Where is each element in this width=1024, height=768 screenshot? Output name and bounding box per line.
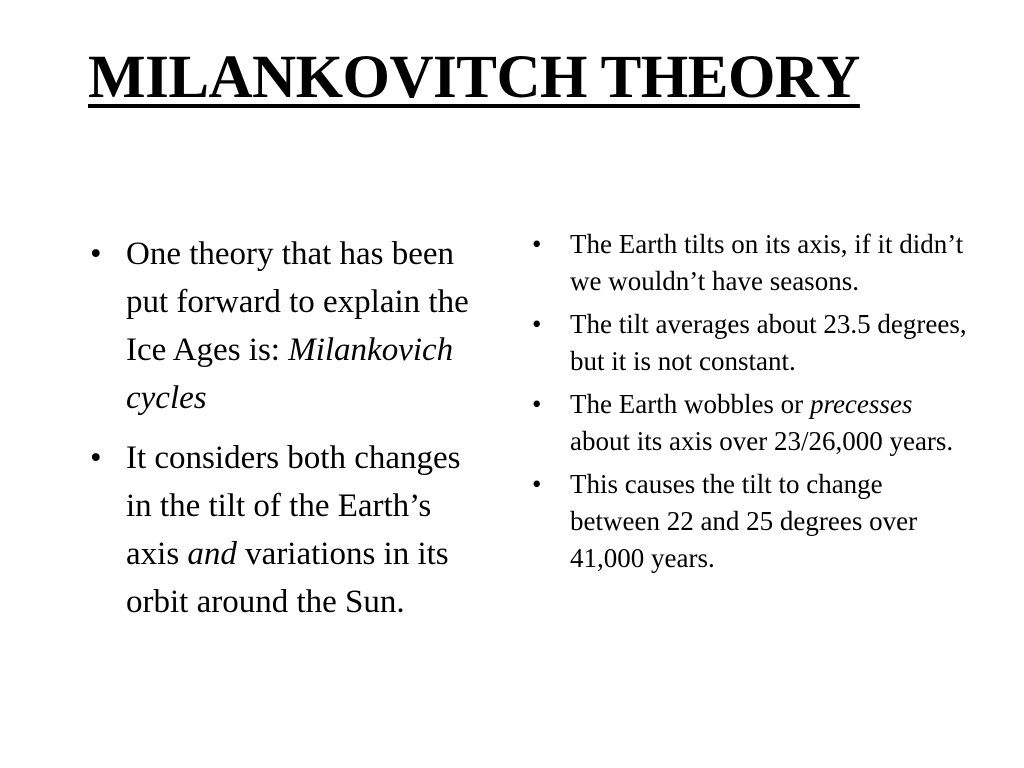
list-item-emphasis: and (187, 536, 237, 572)
right-bullet-list (532, 226, 972, 583)
list-item-emphasis: Milankovich cycles (126, 332, 454, 416)
slide-title: MILANKOVITCH THEORY (88, 44, 860, 111)
bullet-icon: • (532, 389, 542, 419)
list-item-emphasis: precesses (809, 389, 913, 419)
list-item-text: variations in its orbit around the Sun. (126, 536, 449, 620)
list-item-text: about its axis over 23/26,000 years. (570, 426, 954, 456)
list-item-text: The Earth wobbles or (570, 389, 810, 419)
list-item-text: The Earth tilts on its axis, if it didn’t we wouldn’t have seasons. (570, 229, 964, 296)
list-item-text: It considers both changes in the tilt of the Earth’s axis (126, 440, 461, 572)
list-item (88, 434, 488, 626)
bullet-icon: • (90, 440, 102, 476)
list-item-text: The tilt averages about 23.5 degrees, but it is not constant. (570, 309, 967, 376)
bullet-icon: • (532, 229, 542, 259)
list-item (88, 230, 488, 422)
list-item (532, 386, 972, 460)
bullet-icon: • (532, 469, 542, 499)
list-item (532, 306, 972, 380)
bullet-icon: • (90, 236, 102, 272)
list-item (532, 466, 972, 577)
left-bullet-list (88, 230, 488, 638)
bullet-icon: • (532, 309, 542, 339)
list-item-text: This causes the tilt to change between 22 and 25 degrees over 41,000 years. (570, 469, 918, 573)
list-item (532, 226, 972, 300)
list-item-text: One theory that has been put forward to explain the Ice Ages is: (126, 236, 469, 368)
